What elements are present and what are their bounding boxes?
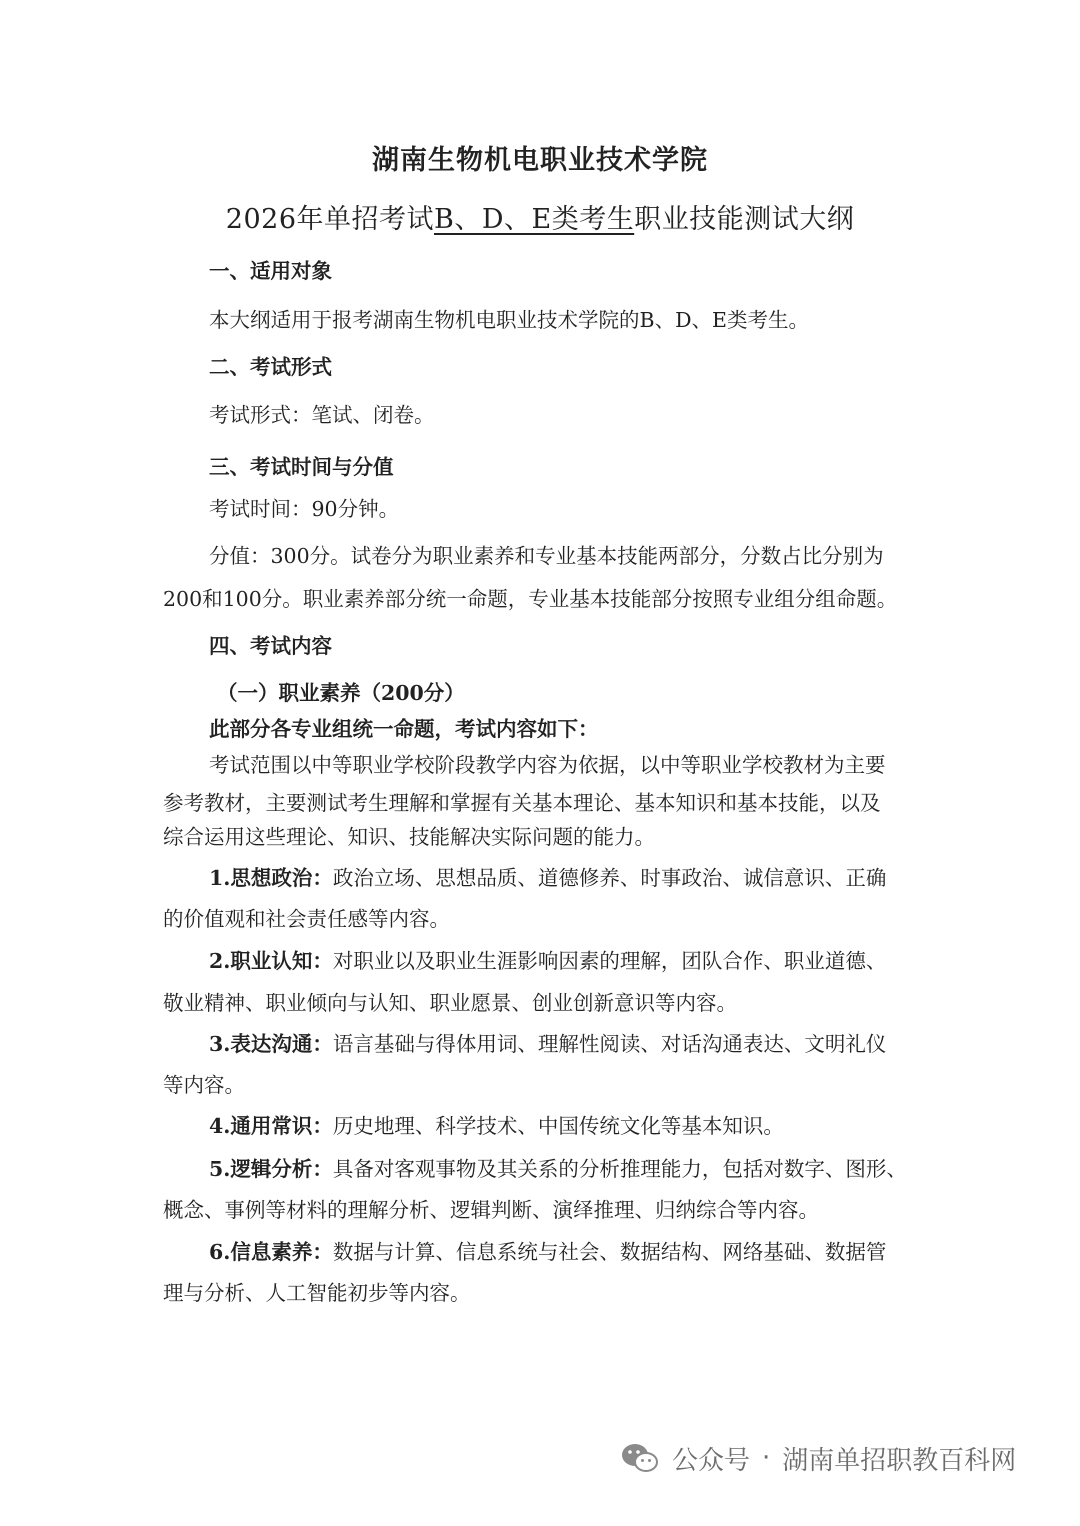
item-ideology-line2: 的价值观和社会责任感等内容。 [163, 907, 450, 931]
section-heading-content: 四、考试内容 [209, 634, 332, 658]
section-heading-time-score: 三、考试时间与分值 [209, 455, 394, 479]
title-underlined-categories: B、D、E类考生 [434, 204, 635, 235]
item-label: 2.职业认知： [209, 949, 333, 973]
section-text-time: 考试时间：90分钟。 [209, 497, 400, 521]
section-text-score-line2: 200和100分。职业素养部分统一命题，专业基本技能部分按照专业组分组命题。 [163, 587, 898, 611]
section-text-score-line1: 分值：300分。试卷分为职业素养和专业基本技能两部分，分数占比分别为 [209, 544, 884, 568]
item-logic-line1 [209, 1154, 969, 1184]
item-career-line2: 敬业精神、职业倾向与认知、职业愿景、创业创新意识等内容。 [163, 991, 737, 1015]
section-heading-applicability: 一、适用对象 [209, 259, 332, 283]
item-information-line1 [209, 1237, 969, 1267]
watermark-account: 湖南单招职教百科网 [782, 1445, 1017, 1476]
item-text: 历史地理、科学技术、中国传统文化等基本知识。 [332, 1114, 784, 1138]
scope-line1: 考试范围以中等职业学校阶段教学内容为依据，以中等职业学校教材为主要 [209, 753, 886, 777]
item-label: 1.思想政治： [209, 866, 333, 890]
item-general-knowledge-line1 [209, 1111, 969, 1141]
subsection-heading-professional-quality: （一）职业素养（200分） [217, 681, 465, 705]
watermark-separator: · [762, 1443, 771, 1473]
item-label: 6.信息素养： [209, 1240, 333, 1264]
title-suffix: 职业技能测试大纲 [634, 204, 855, 235]
item-label: 4.通用常识： [209, 1114, 333, 1138]
item-communication-line2: 等内容。 [163, 1073, 245, 1097]
document-title-school: 湖南生物机电职业技术学院 [372, 145, 708, 176]
item-information-line2: 理与分析、人工智能初步等内容。 [163, 1281, 471, 1305]
item-label: 3.表达沟通： [209, 1032, 333, 1056]
item-text: 政治立场、思想品质、道德修养、时事政治、诚信意识、正确 [332, 866, 887, 890]
watermark-prefix: 公众号 [672, 1445, 751, 1476]
scope-line2: 参考教材，主要测试考生理解和掌握有关基本理论、基本知识和基本技能，以及 [163, 791, 881, 815]
scope-line3: 综合运用这些理论、知识、技能解决实际问题的能力。 [163, 825, 655, 849]
item-ideology-line1 [209, 863, 969, 893]
item-label: 5.逻辑分析： [209, 1157, 333, 1181]
item-text: 具备对客观事物及其关系的分析推理能力，包括对数字、图形、 [332, 1157, 907, 1181]
item-career-line1 [209, 946, 969, 976]
subsection-intro: 此部分各专业组统一命题，考试内容如下： [209, 717, 599, 741]
document-title-exam [0, 197, 1080, 236]
item-text: 数据与计算、信息系统与社会、数据结构、网络基础、数据管 [332, 1240, 887, 1264]
section-text-applicability: 本大纲适用于报考湖南生物机电职业技术学院的B、D、E类考生。 [209, 308, 809, 332]
item-communication-line1 [209, 1029, 969, 1059]
section-text-format: 考试形式：笔试、闭卷。 [209, 403, 435, 427]
section-heading-format: 二、考试形式 [209, 355, 332, 379]
wechat-icon [620, 1441, 660, 1475]
wechat-watermark [620, 1438, 1016, 1478]
item-text: 语言基础与得体用词、理解性阅读、对话沟通表达、文明礼仪 [332, 1032, 887, 1056]
item-logic-line2: 概念、事例等材料的理解分析、逻辑判断、演绎推理、归纳综合等内容。 [163, 1198, 819, 1222]
title-prefix: 2026年单招考试 [225, 204, 434, 235]
item-text: 对职业以及职业生涯影响因素的理解，团队合作、职业道德、 [332, 949, 887, 973]
